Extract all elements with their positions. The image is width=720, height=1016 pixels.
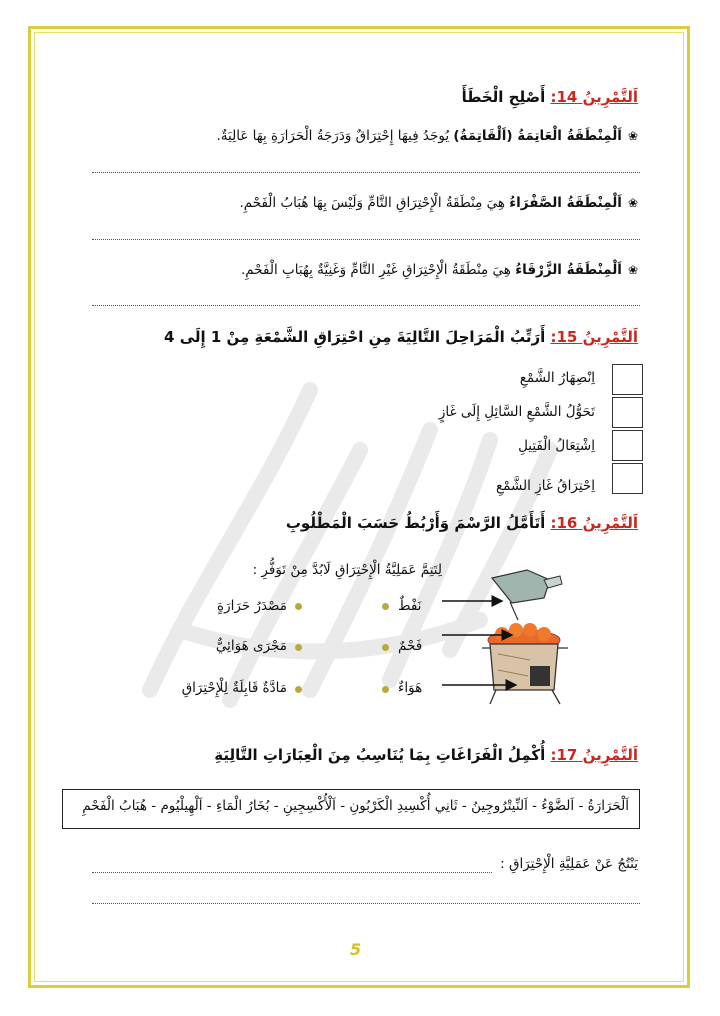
ex16-left-item-1: مَصْدَرُ حَرَارَةٍ — [217, 598, 287, 614]
order-box-2[interactable] — [612, 397, 643, 428]
ex14-statement-2-rest: هِيَ مِنْطَقَةُ الْإِحْتِرَاقِ التَّامِّ وَلَيْسَ بِهَا هُبَابُ الْفَحْمِ. — [239, 195, 510, 211]
match-dot-left-3[interactable] — [295, 686, 302, 693]
match-dot-right-2[interactable] — [382, 644, 389, 651]
ex14-number: اَلتَّمْرِينُ 14: — [550, 88, 638, 106]
ex16-heading — [286, 514, 638, 532]
ex14-statement-3-rest: هِيَ مِنْطَقَةُ الْإِحْتِرَاقِ غَيْرِ التَّامِّ وَغَنِيَّةٌ بِهُبَابِ الْفَحْمِ. — [241, 262, 516, 278]
ex17-title: أُكْمِلُ الْفَرَاغَاتِ بِمَا يُنَاسِبُ مِنَ الْعِبَارَاتِ التَّالِيَةِ — [214, 746, 546, 764]
ex16-left-item-2: مَجْرَى هَوَائِيٌّ — [215, 638, 287, 654]
ex14-statement-2-bold: اَلْمِنْطَقَةُ الصَّفْرَاءُ — [509, 195, 622, 211]
order-box-3[interactable] — [612, 430, 643, 461]
ex15-title: أَرَتِّبُ الْمَرَاحِلَ التَّالِيَةَ مِنِ احْتِرَاقِ الشَّمْعَةِ مِنْ 1 إِلَى 4 — [164, 328, 546, 346]
ex14-statement-3-bold: اَلْمِنْطَقَةُ الزَّرْقَاءُ — [515, 262, 622, 278]
ex17-sentence: يَنْتُجُ عَنْ عَمَلِيَّةِ الْإِحْتِرَاقِ : — [500, 856, 638, 872]
answer-line-ex17-1[interactable] — [92, 872, 492, 873]
ex16-right-item-3: هَوَاءٌ — [398, 680, 423, 696]
ex17-heading — [214, 746, 638, 764]
ex16-right-item-1: نَفْطٌ — [398, 598, 422, 614]
ex14-statement-1-rest: يُوجَدُ فِيهَا إِحْتِرَاقٌ وَدَرَجَةُ الْحَرَارَةِ بِهَا عَالِيَةٌ. — [216, 128, 454, 144]
ex15-step-3: اِشْتِعَالُ الْفَتِيلِ — [518, 438, 595, 454]
ex14-heading — [462, 88, 638, 106]
ex16-prompt: لِتَتِمَّ عَمَلِيَّةُ الْإِحْتِرَاقِ لَابُدَّ مِنْ تَوَفُّرِ : — [252, 562, 442, 578]
ex16-number: اَلتَّمْرِينُ 16: — [550, 514, 638, 532]
match-dot-left-1[interactable] — [295, 603, 302, 610]
ex15-number: اَلتَّمْرِينُ 15: — [550, 328, 638, 346]
ex14-statement-1 — [217, 128, 639, 144]
match-dot-right-1[interactable] — [382, 603, 389, 610]
ex15-step-2: تَحَوُّلُ الشَّمْعِ السَّائِلِ إِلَى غَازٍ — [438, 404, 595, 420]
ex17-number: اَلتَّمْرِينُ 17: — [550, 746, 638, 764]
ex14-statement-2 — [239, 195, 638, 211]
order-box-1[interactable] — [612, 364, 643, 395]
ex15-heading — [164, 328, 638, 346]
page-border-inner — [34, 32, 684, 982]
match-dot-left-2[interactable] — [295, 644, 302, 651]
word-bank: اَلْحَرَارَةُ - اَلضَّوْءُ - اَلنِّيتْرُوجِينُ - ثَانِي أُكْسِيدِ الْكَرْبُونِ - اَلْأُكْسِجِينِ - بُخَارُ الْمَاءِ - اَلْهِيلْيُوم - هُبَابُ الْفَحْمِ — [62, 789, 640, 829]
ex14-statement-1-bold: اَلْمِنْطَقَةُ الْعَاتِمَةُ (اَلْقَاتِمَةُ) — [453, 128, 622, 144]
ex16-title: أَتَأَمَّلُ الرَّسْمَ وَأَرْبُطُ حَسَبَ الْمَطْلُوبِ — [285, 514, 546, 532]
ex14-statement-3 — [241, 262, 638, 278]
ex16-right-item-2: فَحْمٌ — [398, 638, 423, 654]
match-dot-right-3[interactable] — [382, 686, 389, 693]
ex15-step-1: اِنْصِهَارُ الشَّمْعِ — [519, 370, 595, 386]
answer-line-ex14-1[interactable] — [92, 172, 640, 173]
answer-line-ex17-2[interactable] — [92, 903, 640, 904]
ex16-left-item-3: مَادَّةٌ قَابِلَةٌ لِلْإِحْتِرَاقِ — [181, 680, 287, 696]
answer-line-ex14-2[interactable] — [92, 239, 640, 240]
answer-line-ex14-3[interactable] — [92, 305, 640, 306]
ex15-step-4: اِحْتِرَاقُ غَازِ الشَّمْعِ — [495, 478, 595, 494]
page-number: 5 — [350, 940, 362, 959]
pointer-arrows — [440, 575, 520, 695]
flower-bullet-icon: ❀ — [627, 196, 638, 210]
flower-bullet-icon: ❀ — [627, 129, 638, 143]
order-box-4[interactable] — [612, 463, 643, 494]
ex14-title: أَصْلِحِ الْخَطَأَ — [461, 88, 546, 106]
flower-bullet-icon: ❀ — [627, 263, 638, 277]
